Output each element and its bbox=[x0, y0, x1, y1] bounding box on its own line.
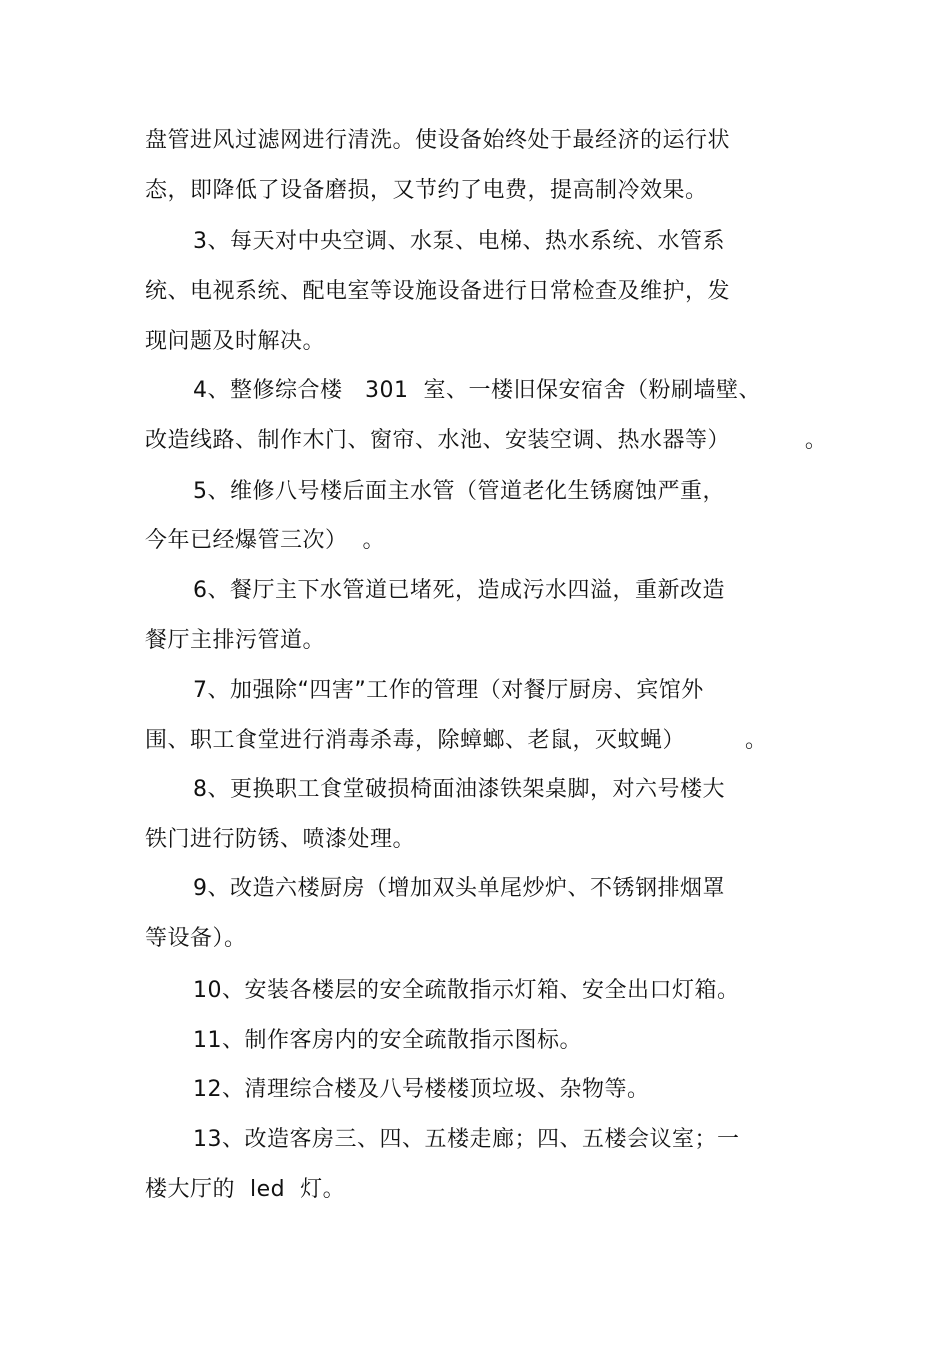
text-line: 围、职工食堂进行消毒杀毒，除蟑螂、老鼠，灭蚊蝇） 。 bbox=[145, 728, 768, 753]
text-line: 铁门进行防锈、喷漆处理。 bbox=[145, 827, 416, 852]
text-line: 等设备）。 bbox=[145, 926, 247, 951]
text-line: 3、每天对中央空调、水泵、电梯、热水系统、水管系 bbox=[193, 229, 725, 254]
text-line: 改造线路、制作木门、窗帘、水池、安装空调、热水器等） 。 bbox=[145, 428, 828, 453]
text-line: 11、制作客房内的安全疏散指示图标。 bbox=[193, 1028, 582, 1053]
text-line: 7、加强除“四害”工作的管理（对餐厅厨房、宾馆外 bbox=[193, 678, 704, 703]
text-line: 9、改造六楼厨房（增加双头单尾炒炉、不锈钢排烟罩 bbox=[193, 876, 725, 901]
text-line: 6、餐厅主下水管道已堵死，造成污水四溢，重新改造 bbox=[193, 578, 725, 603]
text-line: 今年已经爆管三次） 。 bbox=[145, 528, 385, 553]
text-line: 现问题及时解决。 bbox=[145, 329, 326, 354]
text-line: 12、清理综合楼及八号楼楼顶垃圾、杂物等。 bbox=[193, 1077, 650, 1102]
text-line: 13、改造客房三、四、五楼走廊；四、五楼会议室；一 bbox=[193, 1127, 740, 1152]
text-line: 统、电视系统、配电室等设施设备进行日常检查及维护，发 bbox=[145, 279, 731, 304]
text-line: 餐厅主排污管道。 bbox=[145, 628, 326, 653]
text-line: 5、维修八号楼后面主水管（管道老化生锈腐蚀严重， bbox=[193, 479, 725, 504]
text-line: 4、整修综合楼 301 室、一楼旧保安宿舍（粉刷墙壁、 bbox=[193, 378, 761, 403]
text-line: 盘管进风过滤网进行清洗。使设备始终处于最经济的运行状 bbox=[145, 128, 731, 153]
text-line: 楼大厅的 led 灯。 bbox=[145, 1177, 346, 1202]
text-line: 10、安装各楼层的安全疏散指示灯箱、安全出口灯箱。 bbox=[193, 978, 740, 1003]
text-line: 态，即降低了设备磨损，又节约了电费，提高制冷效果。 bbox=[145, 178, 708, 203]
text-line: 8、更换职工食堂破损椅面油漆铁架桌脚，对六号楼大 bbox=[193, 777, 725, 802]
